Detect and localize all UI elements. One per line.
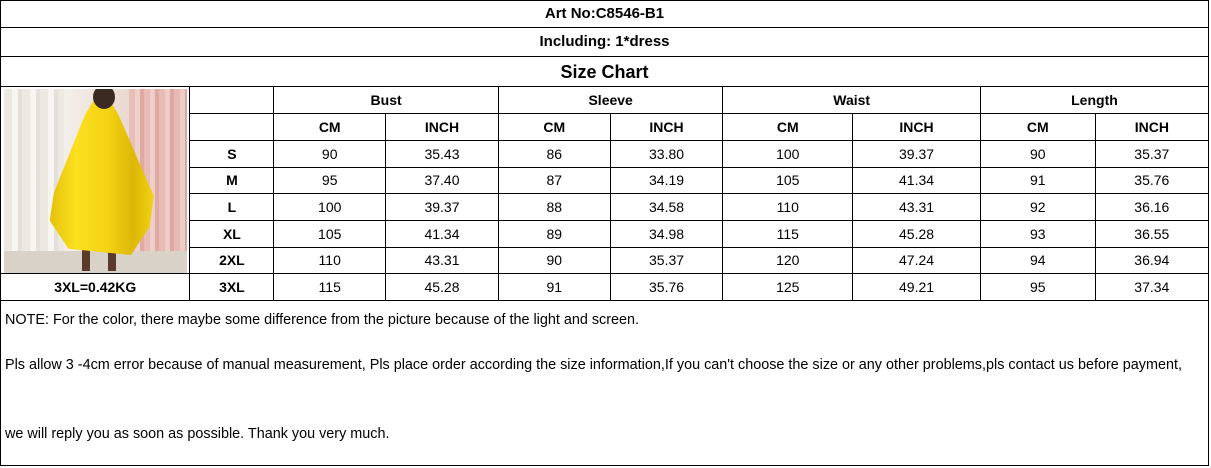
cell: 105	[274, 220, 386, 247]
unit-header: INCH	[853, 114, 981, 141]
cell: 35.37	[1095, 140, 1208, 167]
cell: 39.37	[386, 194, 499, 221]
unit-header: CM	[723, 114, 853, 141]
cell: 45.28	[386, 274, 499, 301]
cell: 33.80	[610, 140, 723, 167]
cell: 43.31	[386, 247, 499, 274]
table-row	[1, 274, 1208, 301]
note-color: NOTE: For the color, there maybe some difference from the picture because of the light and screen.	[5, 312, 640, 328]
group-sleeve: Sleeve	[498, 87, 723, 114]
cell: 34.19	[610, 167, 723, 194]
size-label: XL	[190, 220, 274, 247]
note-reply: we will reply you as soon as possible. Thank you very much.	[5, 426, 390, 442]
weight-label: 3XL=0.42KG	[1, 274, 190, 301]
cell: 94	[980, 247, 1095, 274]
cell: 93	[980, 220, 1095, 247]
cell: 43.31	[853, 194, 981, 221]
cell: 95	[274, 167, 386, 194]
cell: 41.34	[853, 167, 981, 194]
cell: 91	[980, 167, 1095, 194]
cell: 35.43	[386, 140, 499, 167]
cell: 90	[980, 140, 1095, 167]
cell: 120	[723, 247, 853, 274]
unit-header: INCH	[386, 114, 499, 141]
cell: 36.55	[1095, 220, 1208, 247]
size-table	[1, 87, 1208, 301]
group-waist: Waist	[723, 87, 980, 114]
chart-title: Size Chart	[1, 57, 1208, 87]
cell: 95	[980, 274, 1095, 301]
size-label: 2XL	[190, 247, 274, 274]
cell: 89	[498, 220, 610, 247]
cell: 47.24	[853, 247, 981, 274]
cell: 34.58	[610, 194, 723, 221]
cell: 115	[274, 274, 386, 301]
cell: 36.16	[1095, 194, 1208, 221]
unit-header: CM	[498, 114, 610, 141]
cell: 90	[498, 247, 610, 274]
cell: 37.40	[386, 167, 499, 194]
cell: 105	[723, 167, 853, 194]
cell: 100	[723, 140, 853, 167]
cell: 37.34	[1095, 274, 1208, 301]
cell: 36.94	[1095, 247, 1208, 274]
cell: 49.21	[853, 274, 981, 301]
unit-header: INCH	[610, 114, 723, 141]
cell: 110	[723, 194, 853, 221]
size-label: L	[190, 194, 274, 221]
cell: 35.76	[1095, 167, 1208, 194]
yellow-cape-dress-photo	[4, 89, 187, 273]
unit-header: CM	[980, 114, 1095, 141]
group-length: Length	[980, 87, 1208, 114]
note-measurement: Pls allow 3 -4cm error because of manual measurement, Pls place order according the size information,If you can't choose the size or any other problems,pls contact us before payment,	[5, 357, 1182, 373]
cell: 35.37	[610, 247, 723, 274]
cell: 91	[498, 274, 610, 301]
cell: 110	[274, 247, 386, 274]
cell: 125	[723, 274, 853, 301]
cell: 87	[498, 167, 610, 194]
corner-cell	[190, 87, 274, 114]
cell: 100	[274, 194, 386, 221]
cell: 35.76	[610, 274, 723, 301]
size-label: M	[190, 167, 274, 194]
cell: 86	[498, 140, 610, 167]
product-photo-cell	[1, 87, 190, 274]
cell: 90	[274, 140, 386, 167]
unit-header: CM	[274, 114, 386, 141]
including-line: Including: 1*dress	[1, 28, 1208, 57]
size-label: S	[190, 140, 274, 167]
art-number: Art No:C8546-B1	[1, 1, 1208, 28]
cell: 115	[723, 220, 853, 247]
cell: 45.28	[853, 220, 981, 247]
cell: 34.98	[610, 220, 723, 247]
cell: 39.37	[853, 140, 981, 167]
size-unit-corner	[190, 114, 274, 141]
group-header-row	[1, 87, 1208, 114]
size-label: 3XL	[190, 274, 274, 301]
cell: 41.34	[386, 220, 499, 247]
cell: 88	[498, 194, 610, 221]
unit-header: INCH	[1095, 114, 1208, 141]
cell: 92	[980, 194, 1095, 221]
group-bust: Bust	[274, 87, 499, 114]
